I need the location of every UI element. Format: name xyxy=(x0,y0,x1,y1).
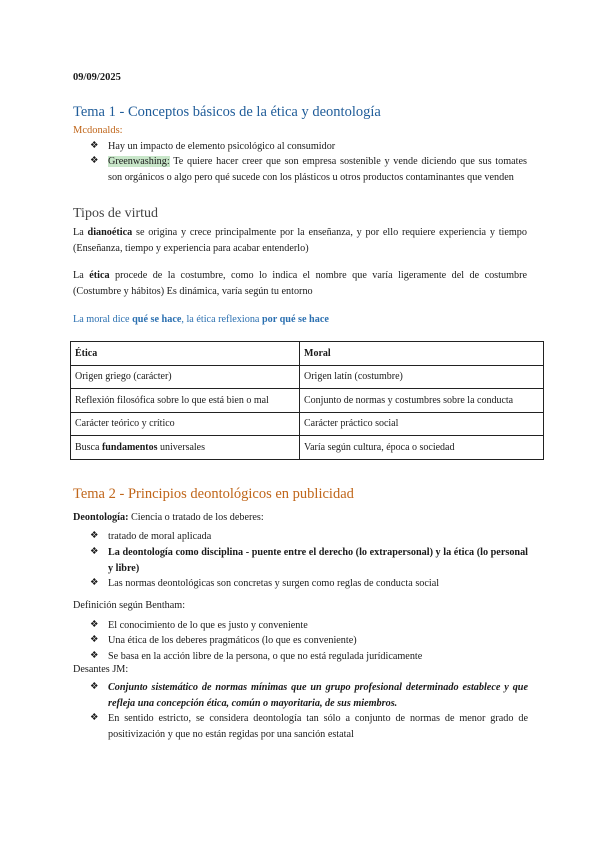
mcdonalds-subtitle: Mcdonalds: xyxy=(73,125,123,136)
table-row: Carácter teórico y crítico Carácter práctico social xyxy=(71,412,544,436)
table-header-etica: Ética xyxy=(71,342,300,366)
dianoetica-paragraph: La dianoética se origina y crece principalmente por la enseñanza, y por ello requiere experiencia y tiempo (Enseñanza, tiempo y experiencia para acabar entenderlo) xyxy=(73,227,527,254)
greenwashing-highlight: Greenwashing: xyxy=(108,156,170,167)
list-item: ❖ Se basa en la acción libre de la persona, o que no está regulada jurídicamente xyxy=(90,649,530,665)
tema2-title: Tema 2 - Principios deontológicos en publicidad xyxy=(73,486,354,502)
bullet-icon: ❖ xyxy=(90,578,99,588)
moral-etica-note: La moral dice qué se hace, la ética reflexiona por qué se hace xyxy=(73,314,329,325)
bullet-icon: ❖ xyxy=(90,156,99,166)
bullet-icon: ❖ xyxy=(90,651,99,661)
list-item: ❖ tratado de moral aplicada xyxy=(90,529,530,545)
bullet-icon: ❖ xyxy=(90,713,99,723)
table-row: Busca fundamentos universales Varía según cultura, época o sociedad xyxy=(71,436,544,460)
bullet-icon: ❖ xyxy=(90,531,99,541)
list-item: ❖ Conjunto sistemático de normas mínimas que un grupo profesional determinado establece y que refleja una concepción ética, común o mayoritaria, de sus miembros. xyxy=(90,682,528,709)
bullet-icon: ❖ xyxy=(90,635,99,645)
bentham-label: Definición según Bentham: xyxy=(73,600,186,611)
list-item: ❖ El conocimiento de lo que es justo y conveniente xyxy=(90,618,530,634)
bullet-icon: ❖ xyxy=(90,682,99,692)
tema1-title: Tema 1 - Conceptos básicos de la ética y deontología xyxy=(73,104,381,120)
table-row: Origen griego (carácter) Origen latín (costumbre) xyxy=(71,365,544,389)
tipos-virtud-heading: Tipos de virtud xyxy=(73,206,159,221)
list-item: ❖ En sentido estricto, se considera deontología tan sólo a conjunto de normas de menor grado de positivización y que no están regidas por una sanción estatal xyxy=(90,713,528,740)
bullet-icon: ❖ xyxy=(90,620,99,630)
table-row: Reflexión filosófica sobre lo que está bien o mal Conjunto de normas y costumbres sobre la conducta xyxy=(71,389,544,413)
bullet-icon: ❖ xyxy=(90,141,99,151)
etica-paragraph: La ética procede de la costumbre, como lo indica el nombre que varía ligeramente del de costumbre (Costumbre y hábitos) Es dinámica, varía según tu entorno xyxy=(73,270,528,297)
list-item: ❖ Greenwashing: Te quiere hacer creer que son empresa sostenible y vende diciendo que sus tomates son orgánicos o algo pero qué sucede con los plásticos u otros productos contaminantes que venden xyxy=(90,156,527,183)
table-header-moral: Moral xyxy=(300,342,544,366)
table-header-row xyxy=(71,342,544,366)
deontologia-definition: Deontología: Ciencia o tratado de los deberes: xyxy=(73,512,264,523)
document-date: 09/09/2025 xyxy=(73,72,121,83)
list-item: ❖ Hay un impacto de elemento psicológico al consumidor xyxy=(90,139,530,155)
list-item: ❖ La deontología como disciplina - puente entre el derecho (lo extrapersonal) y la ética (lo personal y libre) xyxy=(90,547,528,574)
etica-moral-table xyxy=(70,341,544,460)
list-item: ❖ Una ética de los deberes pragmáticos (lo que es conveniente) xyxy=(90,633,530,649)
list-item: ❖ Las normas deontológicas son concretas y surgen como reglas de conducta social xyxy=(90,576,530,592)
desantes-label: Desantes JM: xyxy=(73,664,129,675)
bullet-icon: ❖ xyxy=(90,547,99,557)
